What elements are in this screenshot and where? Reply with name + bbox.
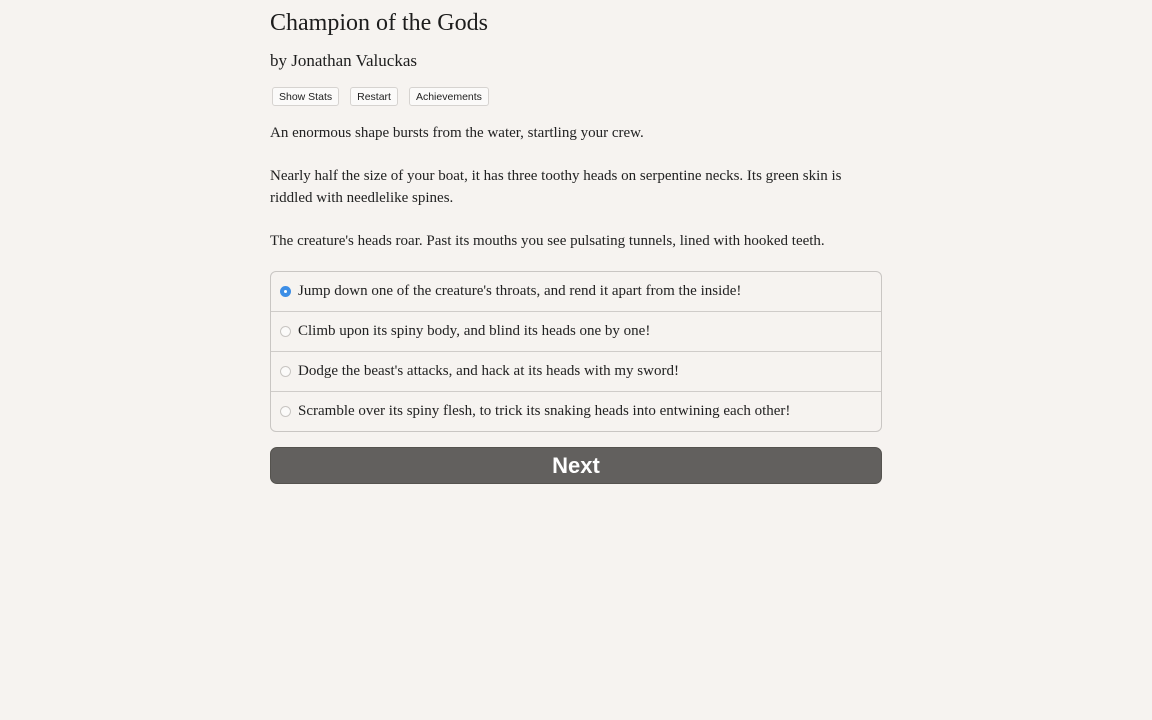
choice-option-2[interactable] <box>271 311 881 351</box>
choice-option-4[interactable] <box>271 391 881 431</box>
radio-selected-icon[interactable] <box>280 286 291 297</box>
game-title: Champion of the Gods <box>270 10 488 36</box>
show-stats-button[interactable]: Show Stats <box>272 87 339 106</box>
choice-option-3[interactable] <box>271 351 881 391</box>
game-author: by Jonathan Valuckas <box>270 51 417 70</box>
choice-label: Climb upon its spiny body, and blind its heads one by one! <box>298 323 651 339</box>
story-paragraph: Nearly half the size of your boat, it has three toothy heads on serpentine necks. Its green skin is riddled with needlelike spines. <box>270 168 842 206</box>
choice-label: Jump down one of the creature's throats, and rend it apart from the inside! <box>298 283 742 299</box>
toolbar <box>272 87 489 106</box>
choice-option-1[interactable] <box>271 272 881 311</box>
story-paragraph: An enormous shape bursts from the water, startling your crew. <box>270 125 644 141</box>
choice-label: Scramble over its spiny flesh, to trick its snaking heads into entwining each other! <box>298 403 791 419</box>
choice-label: Dodge the beast's attacks, and hack at its heads with my sword! <box>298 363 679 379</box>
achievements-button[interactable]: Achievements <box>409 87 489 106</box>
radio-unselected-icon[interactable] <box>280 406 291 417</box>
radio-unselected-icon[interactable] <box>280 366 291 377</box>
story-paragraph: The creature's heads roar. Past its mouths you see pulsating tunnels, lined with hooked teeth. <box>270 233 825 249</box>
restart-button[interactable]: Restart <box>350 87 398 106</box>
next-button[interactable]: Next <box>270 447 882 484</box>
radio-unselected-icon[interactable] <box>280 326 291 337</box>
choice-list <box>270 271 882 432</box>
